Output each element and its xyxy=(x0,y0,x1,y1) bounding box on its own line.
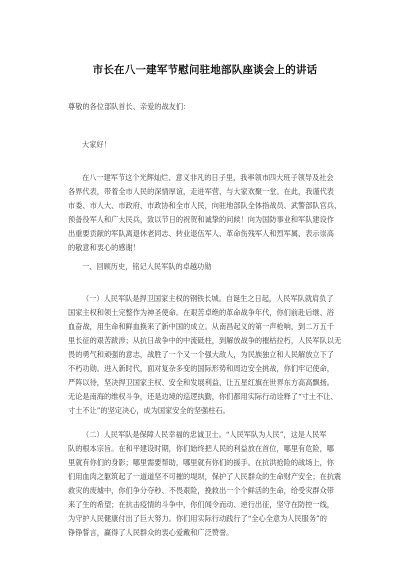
paragraph-line: 国家主权和领土完整作为神圣使命。在艰苦卓绝的革命战争年代，你们前赴后继、浴 xyxy=(68,308,334,317)
intro-line: 预备役军人和广大民兵，致以节日的祝贺和诚挚的问候！向为国防事业和军队建设作 xyxy=(68,215,334,224)
paragraph-line: 救灾的废墟中，你们争分夺秒、不畏艰险，挽救出一个个鲜活的生命，给受灾群众带 xyxy=(68,486,334,495)
paragraph-line: 不朽功勋。进入新时代，面对复杂多变的国际形势和周边安全挑战，你们牢记使命， xyxy=(68,364,334,373)
paragraph-line: 寸土不让”的坚定决心，成为国家安全的坚强柱石。 xyxy=(68,406,230,415)
intro-line: 的敬意和衷心的感谢！ xyxy=(68,243,140,252)
intro-paragraph xyxy=(68,171,343,255)
paragraph-line: （二）人民军队是保障人民幸福的忠诚卫士。“人民军队为人民”，这是人民军 xyxy=(82,430,327,439)
paragraph-line: 里长征的艰苦跋涉；从抗日战争中的中流砥柱，到解放战争的摧枯拉朽，人民军队以无 xyxy=(68,336,342,345)
intro-line: 各界代表，带着全市人民的深情厚谊，走进军营，与大家欢聚一堂。在此，我谨代表 xyxy=(68,187,334,196)
paragraph-line: 无论是南海的维权斗争，还是边境的巡逻执勤，你们都用实际行动诠释了“寸土不让、 xyxy=(68,392,338,401)
paragraph-line: 们用血肉之躯筑起了一道道坚不可摧的堤坝，保护了人民群众的生命财产安全；在抗震 xyxy=(68,472,342,481)
paragraph-line: 来了生的希望；在抗击疫情的斗争中，你们闻令而动、逆行出征，坚守在防控一线， xyxy=(68,500,334,509)
paragraph-line: 血奋战，用生命和鲜血换来了新中国的成立。从南昌起义的第一声枪响，到二万五千 xyxy=(68,322,334,331)
paragraph-line: （一）人民军队是捍卫国家主权的钢铁长城。自诞生之日起，人民军队就肩负了 xyxy=(82,294,334,303)
intro-line: 出重要贡献的军队离退休老同志、转业退伍军人、革命伤残军人和烈军属，表示崇高 xyxy=(68,229,334,238)
paragraph-line: 铮铮誓言，赢得了人民群众的衷心爱戴和广泛赞誉。 xyxy=(68,528,234,537)
paragraph-line: 为守护人民健康付出了巨大努力。你们用实际行动践行了“全心全意为人民服务”的 xyxy=(68,514,327,523)
intro-line: 市委、市人大、市政府、市政协和全市人民，向驻地部队全体指战员、武警部队官兵、 xyxy=(68,201,342,210)
document-title: 市长在八一建军节慰问驻地部队座谈会上的讲话 xyxy=(92,64,318,76)
salutation: 尊敬的各位部队首长、亲爱的战友们： xyxy=(68,102,191,111)
paragraph-line: 严阵以待，坚决捍卫国家主权、安全和发展利益，让五星红旗在世界东方高高飘扬。 xyxy=(68,378,334,387)
paragraph-1 xyxy=(68,292,343,418)
paragraph-line: 畏的勇气和顽强的意志，战胜了一个又一个强大敌人，为民族独立和人民解放立下了 xyxy=(68,350,334,359)
paragraph-2 xyxy=(68,428,343,540)
intro-line: 在八一建军节这个光辉灿烂、意义非凡的日子里，我率领市四大班子领导及社会 xyxy=(82,173,334,182)
section-heading: 一、回顾历史，铭记人民军队的卓越功勋 xyxy=(82,262,212,271)
paragraph-line: 里就有你们的身影；哪里需要帮助，哪里就有你们的援手。在抗洪抢险的战场上，你 xyxy=(68,458,334,467)
paragraph-line: 队的根本宗旨。在和平建设时期，你们始终把人民的利益放在首位，哪里有危险，哪 xyxy=(68,444,334,453)
greeting: 大家好！ xyxy=(82,140,111,149)
